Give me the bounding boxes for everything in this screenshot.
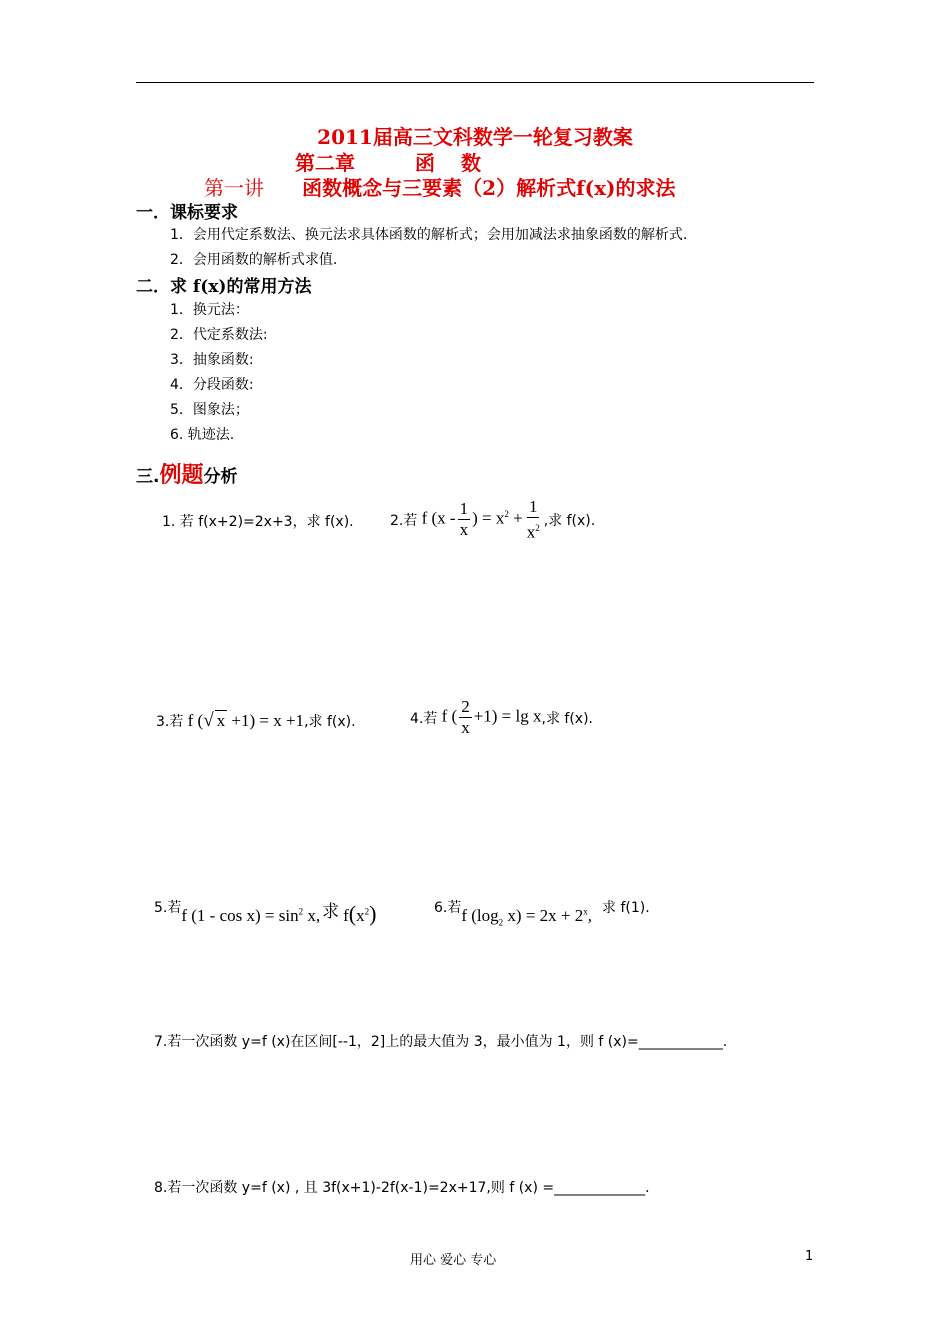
question-4-formula: f ( $\frac{2}{x}$ +1) = lg x xyxy=(437,697,542,737)
document-title: 2011届高三文科数学一轮复习教案 xyxy=(317,125,633,149)
section-heading-1: 一．课标要求 xyxy=(136,203,238,223)
section-heading-3: 三.例题分析 xyxy=(136,463,238,488)
list-item: 6. 轨迹法. xyxy=(170,427,235,443)
list-item: 5．图象法； xyxy=(170,402,249,418)
list-item: 3．抽象函数: xyxy=(170,352,254,368)
page-number: 1 xyxy=(805,1249,814,1264)
question-5-formula: f $(1 - \cos x) = \sin^2 x$, xyxy=(181,906,321,925)
question-5-target: $f(x^2)$ xyxy=(343,901,377,926)
footer-motto: 用心 爱心 专心 xyxy=(410,1253,497,1268)
question-5: 5.若 f $(1 - \cos x) = \sin^2 x$, 求 $f(x^2)$ xyxy=(154,900,377,926)
list-item: 2．会用函数的解析式求值. xyxy=(170,252,338,268)
question-6-formula: f ($\log_2$ $x) = 2x + 2^x$, xyxy=(461,906,592,928)
question-7: 7.若一次函数 y=f (x)在区间[--1，2]上的最大值为 3，最小值为 1，则 f (x)=____________. xyxy=(154,1034,728,1050)
question-3: 3.若 f (√ x +1) = x +1 ,求 f(x). xyxy=(156,710,356,731)
lecture-title: 第一讲 函数概念与三要素（2）解析式f(x)的求法 xyxy=(204,176,676,200)
question-6: 6.若 f ($\log_2$ $x) = 2x + 2^x$, 求 f(1). xyxy=(434,900,650,928)
question-4: 4.若 f ( $\frac{2}{x}$ +1) = lg x ,求 f(x). xyxy=(410,697,593,737)
chapter-title: 第二章 函 数 xyxy=(295,151,481,175)
question-2-formula: f (x - $\frac{1}{x}$ ) = $x^2$ + $\frac{1}{x^2}$ xyxy=(417,497,540,542)
list-item: 1．换元法： xyxy=(170,302,249,318)
section-heading-2: 二．求 f(x)的常用方法 xyxy=(136,277,312,297)
list-item: 2．代定系数法: xyxy=(170,327,268,343)
list-item: 4．分段函数: xyxy=(170,377,254,393)
question-2: 2.若 f (x - $\frac{1}{x}$ ) = $x^2$ + $\frac{1}{x^2}$ ,求 f(x). xyxy=(390,497,596,542)
list-item: 1．会用代定系数法、换元法求具体函数的解析式；会用加减法求抽象函数的解析式. xyxy=(170,227,688,243)
question-1: 1. 若 f(x+2)=2x+3，求 f(x). xyxy=(162,514,354,530)
question-3-formula: f (√ x +1) = x +1 xyxy=(183,710,305,731)
header-rule xyxy=(136,82,814,83)
question-8: 8.若一次函数 y=f (x) , 且 3f(x+1)-2f(x-1)=2x+17,则 f (x) =_____________. xyxy=(154,1180,650,1196)
